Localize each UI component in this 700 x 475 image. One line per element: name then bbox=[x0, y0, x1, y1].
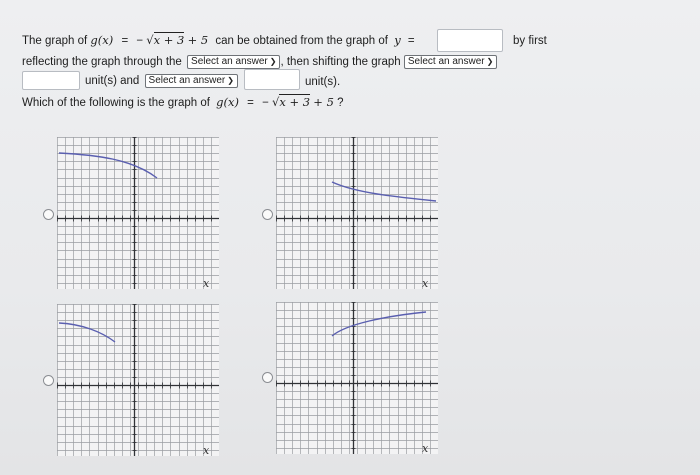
option-a-radio[interactable] bbox=[43, 209, 54, 220]
x-axis-label: x bbox=[203, 444, 210, 456]
grid-plot bbox=[276, 302, 438, 454]
sqrt-symbol: √ bbox=[146, 33, 154, 47]
sqrt-symbol: √ bbox=[272, 95, 280, 109]
reflect-axis-select[interactable]: Select an answer ❯ bbox=[187, 55, 280, 69]
shift-amount-1-input[interactable] bbox=[22, 71, 80, 90]
shift-direction-2-select[interactable]: Select an answer ❯ bbox=[145, 74, 238, 88]
option-d-radio[interactable] bbox=[262, 372, 273, 383]
units-end-label: unit(s). bbox=[305, 76, 341, 88]
option-b-radio[interactable] bbox=[262, 209, 273, 220]
option-d-graph[interactable] bbox=[276, 302, 438, 454]
chevron-down-icon: ❯ bbox=[269, 56, 277, 66]
x-axis-label: x bbox=[422, 277, 429, 289]
grid-plot bbox=[276, 137, 438, 289]
by-first-label: by first bbox=[513, 35, 547, 47]
chevron-down-icon: ❯ bbox=[227, 75, 234, 85]
question-line-1: The graph of g(x) = − √x + 3 + 5 can be obtained from the graph of y = bbox=[22, 33, 415, 47]
shift-amount-2-input[interactable] bbox=[244, 69, 300, 90]
option-c-radio[interactable] bbox=[43, 375, 54, 386]
g-function: g(x) bbox=[90, 33, 114, 47]
x-axis-label: x bbox=[203, 277, 210, 289]
option-b-graph[interactable] bbox=[276, 137, 438, 289]
option-a-graph[interactable] bbox=[57, 137, 219, 289]
shift-direction-1-select[interactable]: Select an answer ❯ bbox=[404, 55, 497, 69]
option-c-graph[interactable] bbox=[57, 304, 219, 456]
grid-plot bbox=[57, 304, 219, 456]
grid-plot bbox=[57, 137, 219, 289]
x-axis-label: x bbox=[422, 442, 429, 454]
question-line-4: Which of the following is the graph of g(x) = − √x + 3 + 5 ? bbox=[22, 95, 344, 109]
base-function-input[interactable] bbox=[437, 29, 503, 52]
chevron-down-icon: ❯ bbox=[486, 56, 494, 66]
radicand: x + 3 bbox=[153, 33, 185, 47]
question-line-3: unit(s) and Select an answer ❯ bbox=[85, 73, 238, 89]
question-line-2: reflecting the graph through the Select an answer ❯ , then shifting the graph Select an answer ❯ bbox=[22, 54, 497, 70]
